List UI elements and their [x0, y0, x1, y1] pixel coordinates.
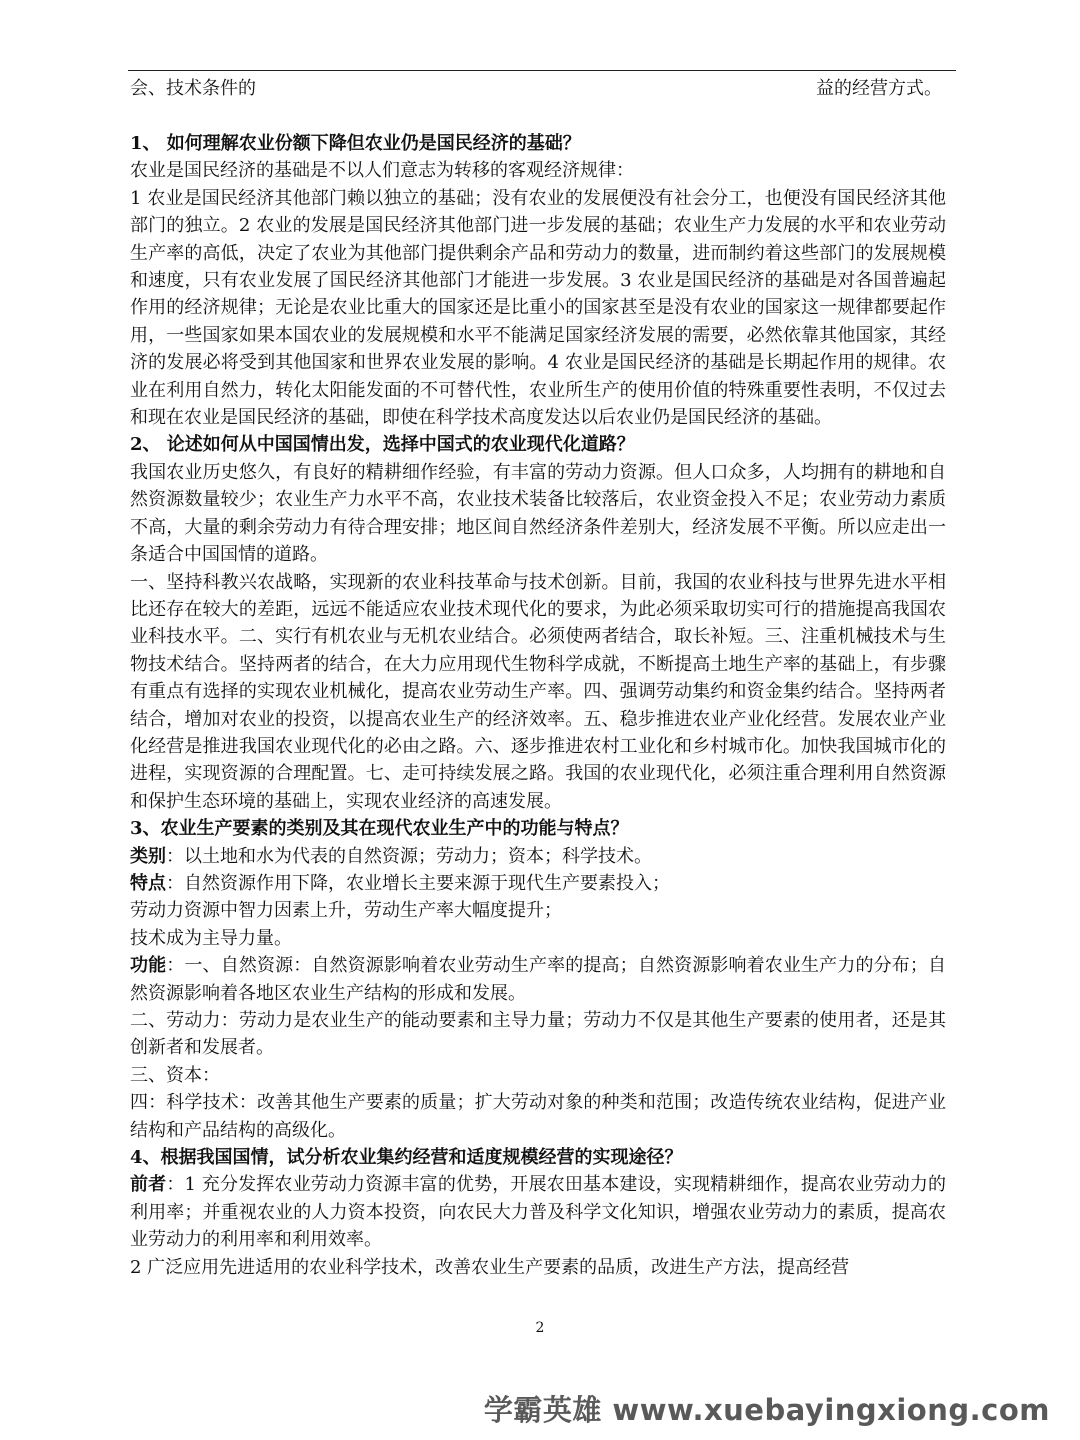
- paragraph: 三、资本：: [130, 1064, 220, 1086]
- page-number: 2: [535, 1320, 545, 1336]
- function-paragraph: [130, 952, 946, 1007]
- watermark: 学霸英雄 www.xuebayingxiong.com: [483, 1393, 1050, 1427]
- category-label: 类别: [130, 845, 166, 867]
- paragraph: 技术成为主导力量。: [130, 927, 292, 949]
- former-label: 前者: [130, 1174, 167, 1196]
- question-4-title: 4、根据我国国情，试分析农业集约经营和适度规模经营的实现途径？: [130, 1147, 683, 1169]
- question-2-title: 2、 论述如何从中国国情出发，选择中国式的农业现代化道路？: [130, 434, 635, 456]
- category-paragraph: [130, 843, 946, 870]
- paragraph: 二、劳动力：劳动力是农业生产的能动要素和主导力量；劳动力不仅是其他生产要素的使用者，还是其创新者和发展者。: [130, 1010, 946, 1059]
- header-left-text: 会、技术条件的: [130, 78, 256, 99]
- document-body: [130, 130, 946, 1281]
- paragraph: 劳动力资源中智力因素上升，劳动生产率大幅度提升；: [130, 900, 562, 922]
- function-text: ：一、自然资源：自然资源影响着农业劳动生产率的提高；自然资源影响着农业生产力的分布；自然资源影响着各地区农业生产结构的形成和发展。: [130, 955, 947, 1004]
- paragraph: 一、坚持科教兴农战略，实现新的农业科技革命与技术创新。目前，我国的农业科技与世界先进水平相比还存在较大的差距，远远不能适应农业技术现代化的要求，为此必须采取切实可行的措施提高我国农业科技水平。二、实行有机农业与无机农业结合。必须使两者结合，取长补短。三、注重机械技术与生物技术结合。坚持两者的结合，在大力应用现代生物科学成就，不断提高土地生产率的基础上，有步骤有重点有选择的实现农业机械化，提高农业劳动生产率。四、强调劳动集约和资金集约结合。坚持两者结合，增加对农业的投资，以提高农业生产的经济效率。五、稳步推进农业产业化经营。发展农业产业化经营是推进我国农业现代化的必由之路。六、逐步推进农村工业化和乡村城市化。加快我国城市化的进程，实现资源的合理配置。七、走可持续发展之路。我国的农业现代化，必须注重合理利用自然资源和保护生态环境的基础上，实现农业经济的高速发展。: [130, 571, 946, 812]
- paragraph: 1 农业是国民经济其他部门赖以独立的基础；没有农业的发展便没有社会分工，也便没有国民经济其他部门的独立。2 农业的发展是国民经济其他部门进一步发展的基础；农业生产力发展的水平和农业劳动生产率的高低，决定了农业为其他部门提供剩余产品和劳动力的数量，进而制约着这些部门的发展规模和速度，只有农业发展了国民经济其他部门才能进一步发展。3 农业是国民经济的基础是对各国普遍起作用的经济规律；无论是农业比重大的国家还是比重小的国家甚至是没有农业的国家这一规律都要起作用，一些国家如果本国农业的发展规模和水平不能满足国家经济发展的需要，必然依靠其他国家，其经济的发展必将受到其他国家和世界农业发展的影响。4 农业是国民经济的基础是长期起作用的规律。农业在利用自然力，转化太阳能发面的不可替代性，农业所生产的使用价值的特殊重要性表明，不仅过去和现在农业是国民经济的基础，即使在科学技术高度发达以后农业仍是国民经济的基础。: [130, 187, 946, 429]
- paragraph: 我国农业历史悠久，有良好的精耕细作经验，有丰富的劳动力资源。但人口众多，人均拥有的耕地和自然资源数量较少；农业生产力水平不高，农业技术装备比较落后，农业资金投入不足；农业劳动力素质不高，大量的剩余劳动力有待合理安排；地区间自然经济条件差别大，经济发展不平衡。所以应走出一条适合中国国情的道路。: [130, 461, 946, 566]
- former-paragraph: [130, 1171, 946, 1253]
- function-label: 功能: [130, 955, 167, 977]
- feature-label: 特点: [130, 872, 166, 894]
- question-3-title: 3、农业生产要素的类别及其在现代农业生产中的功能与特点？: [130, 818, 629, 840]
- category-text: ：以土地和水为代表的自然资源；劳动力；资本；科学技术。: [166, 845, 652, 867]
- paragraph: 农业是国民经济的基础是不以人们意志为转移的客观经济规律：: [130, 160, 634, 182]
- paragraph: 2 广泛应用先进适用的农业科学技术，改善农业生产要素的品质，改进生产方法，提高经营: [130, 1256, 850, 1278]
- feature-text: ：自然资源作用下降，农业增长主要来源于现代生产要素投入；: [166, 872, 670, 894]
- header-rule: [128, 70, 956, 71]
- paragraph: 四：科学技术：改善其他生产要素的质量；扩大劳动对象的种类和范围；改造传统农业结构，促进产业结构和产品结构的高级化。: [130, 1092, 946, 1141]
- question-1-title: 1、 如何理解农业份额下降但农业仍是国民经济的基础？: [130, 133, 581, 154]
- former-text: ：1 充分发挥农业劳动力资源丰富的优势，开展农田基本建设，实现精耕细作，提高农业劳动力的利用率；并重视农业的人力资本投资，向农民大力普及科学文化知识，增强农业劳动力的素质，提高农业劳动力的利用率和利用效率。: [130, 1174, 946, 1251]
- feature-paragraph: [130, 870, 946, 897]
- header-right-text: 益的经营方式。: [816, 78, 942, 99]
